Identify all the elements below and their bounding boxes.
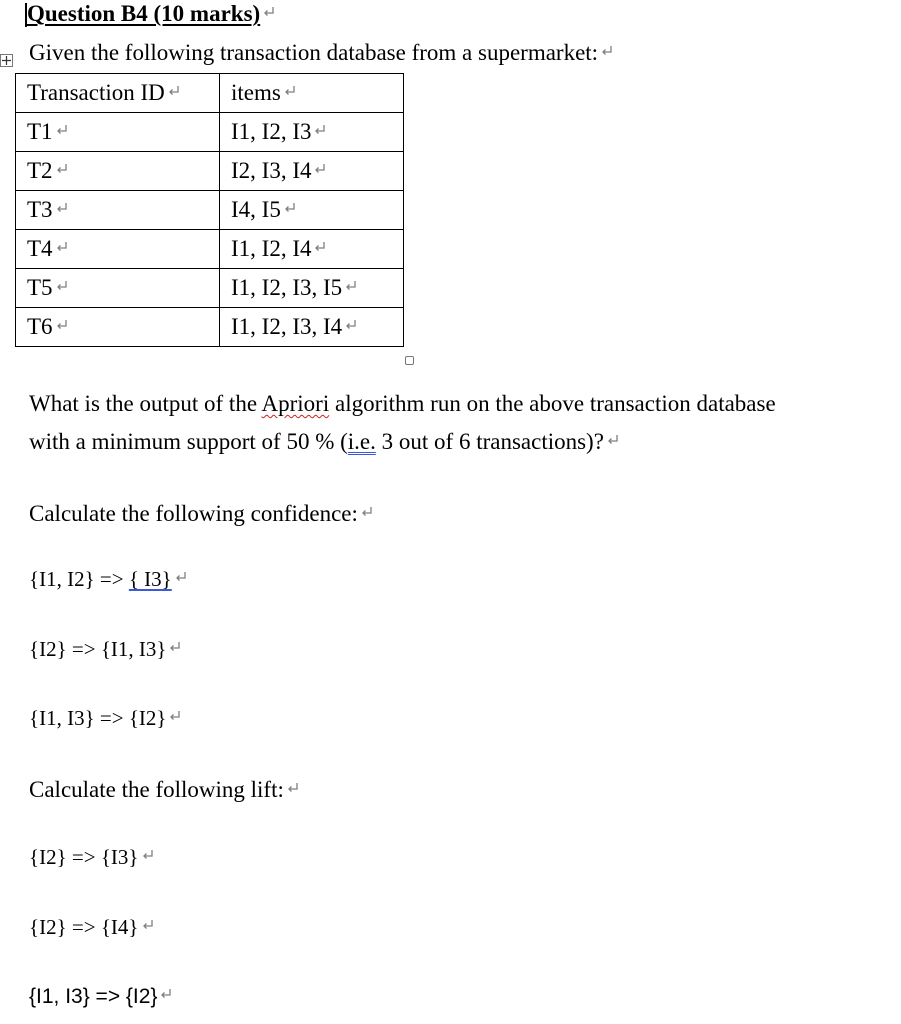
move-handle-icon (1, 55, 12, 66)
table-header-row (16, 74, 404, 113)
return-arrow-icon (606, 433, 620, 447)
lift-heading-text: Calculate the following lift: (29, 777, 284, 802)
transaction-id: T1 (27, 119, 53, 144)
transaction-items: I1, I2, I3 (231, 119, 312, 144)
table-cell[interactable] (220, 113, 404, 152)
grammar-flag: i.e. (347, 429, 376, 454)
transaction-items: I1, I2, I3, I4 (231, 314, 343, 339)
table-resize-handle[interactable] (405, 356, 414, 365)
question-text-2: algorithm run on the above transaction database (329, 391, 776, 416)
rule-text: {I2} => {I3} (29, 845, 139, 869)
return-arrow-icon (168, 709, 182, 723)
return-arrow-icon (55, 201, 69, 215)
table-row (16, 191, 404, 230)
return-arrow-icon (360, 505, 374, 519)
transaction-table (15, 73, 404, 347)
confidence-heading (29, 495, 374, 533)
return-arrow-icon (313, 162, 327, 176)
confidence-rule (29, 704, 182, 732)
confidence-rule (29, 565, 188, 593)
return-arrow-icon (262, 5, 276, 19)
table-row (16, 308, 404, 347)
table-cell[interactable] (16, 308, 220, 347)
transaction-items: I2, I3, I4 (231, 158, 312, 183)
grammar-flag: { I3} (128, 567, 172, 591)
return-arrow-icon (313, 123, 327, 137)
return-arrow-icon (313, 240, 327, 254)
transaction-id: T2 (27, 158, 53, 183)
table-cell[interactable] (16, 113, 220, 152)
table-cell[interactable] (220, 230, 404, 269)
rule-lhs: {I1, I2} => (29, 567, 129, 591)
apriori-question (29, 385, 776, 461)
transaction-id: T6 (27, 314, 53, 339)
table-cell[interactable] (16, 269, 220, 308)
return-arrow-icon (141, 848, 155, 862)
return-arrow-icon (55, 279, 69, 293)
return-arrow-icon (55, 240, 69, 254)
table-cell[interactable] (16, 230, 220, 269)
return-arrow-icon (286, 781, 300, 795)
header-items: items (231, 80, 281, 105)
transaction-items: I4, I5 (231, 197, 281, 222)
lift-rule (29, 843, 155, 871)
return-arrow-icon (159, 987, 173, 1001)
transaction-id: T4 (27, 236, 53, 261)
table-row (16, 269, 404, 308)
return-arrow-icon (344, 279, 358, 293)
intro-text: Given the following transaction database from a supermarket: (29, 40, 599, 65)
table-cell[interactable] (220, 308, 404, 347)
return-arrow-icon (141, 918, 155, 932)
table-row (16, 152, 404, 191)
transaction-items: I1, I2, I3, I5 (231, 275, 343, 300)
transaction-id: T3 (27, 197, 53, 222)
header-transaction-id: Transaction ID (27, 80, 165, 105)
question-text-3: with a minimum support of 50 % ( (29, 429, 348, 454)
return-arrow-icon (55, 162, 69, 176)
rule-text: {I2} => {I4} (29, 915, 139, 939)
return-arrow-icon (55, 123, 69, 137)
spellcheck-word: Apriori (261, 391, 330, 416)
rule-text: {I1, I3} => {I2} (29, 985, 158, 1008)
question-text-4: 3 out of 6 transactions)? (375, 429, 604, 454)
lift-rule (29, 913, 155, 941)
question-heading (27, 0, 276, 28)
transaction-items: I1, I2, I4 (231, 236, 312, 261)
return-arrow-icon (344, 318, 358, 332)
table-cell[interactable] (220, 269, 404, 308)
lift-rule (29, 983, 173, 1011)
table-cell[interactable] (220, 152, 404, 191)
table-cell[interactable] (220, 191, 404, 230)
question-title: Question B4 (10 marks) (27, 1, 261, 26)
question-text-1: What is the output of the (29, 391, 262, 416)
table-row (16, 230, 404, 269)
return-arrow-icon (283, 84, 297, 98)
rule-text: {I1, I3} => {I2} (29, 706, 167, 730)
table-cell[interactable] (16, 152, 220, 191)
table-row (16, 113, 404, 152)
return-arrow-icon (167, 84, 181, 98)
rule-text: {I2} => {I1, I3} (29, 637, 167, 661)
table-cell[interactable] (16, 191, 220, 230)
intro-paragraph (29, 39, 614, 67)
return-arrow-icon (600, 44, 614, 58)
return-arrow-icon (55, 318, 69, 332)
lift-heading (29, 771, 300, 809)
transaction-id: T5 (27, 275, 53, 300)
return-arrow-icon (174, 570, 188, 584)
table-move-handle[interactable] (0, 54, 13, 67)
confidence-rule (29, 635, 182, 663)
table-header-cell[interactable] (220, 74, 404, 113)
return-arrow-icon (168, 640, 182, 654)
return-arrow-icon (283, 201, 297, 215)
table-header-cell[interactable] (16, 74, 220, 113)
confidence-heading-text: Calculate the following confidence: (29, 501, 358, 526)
